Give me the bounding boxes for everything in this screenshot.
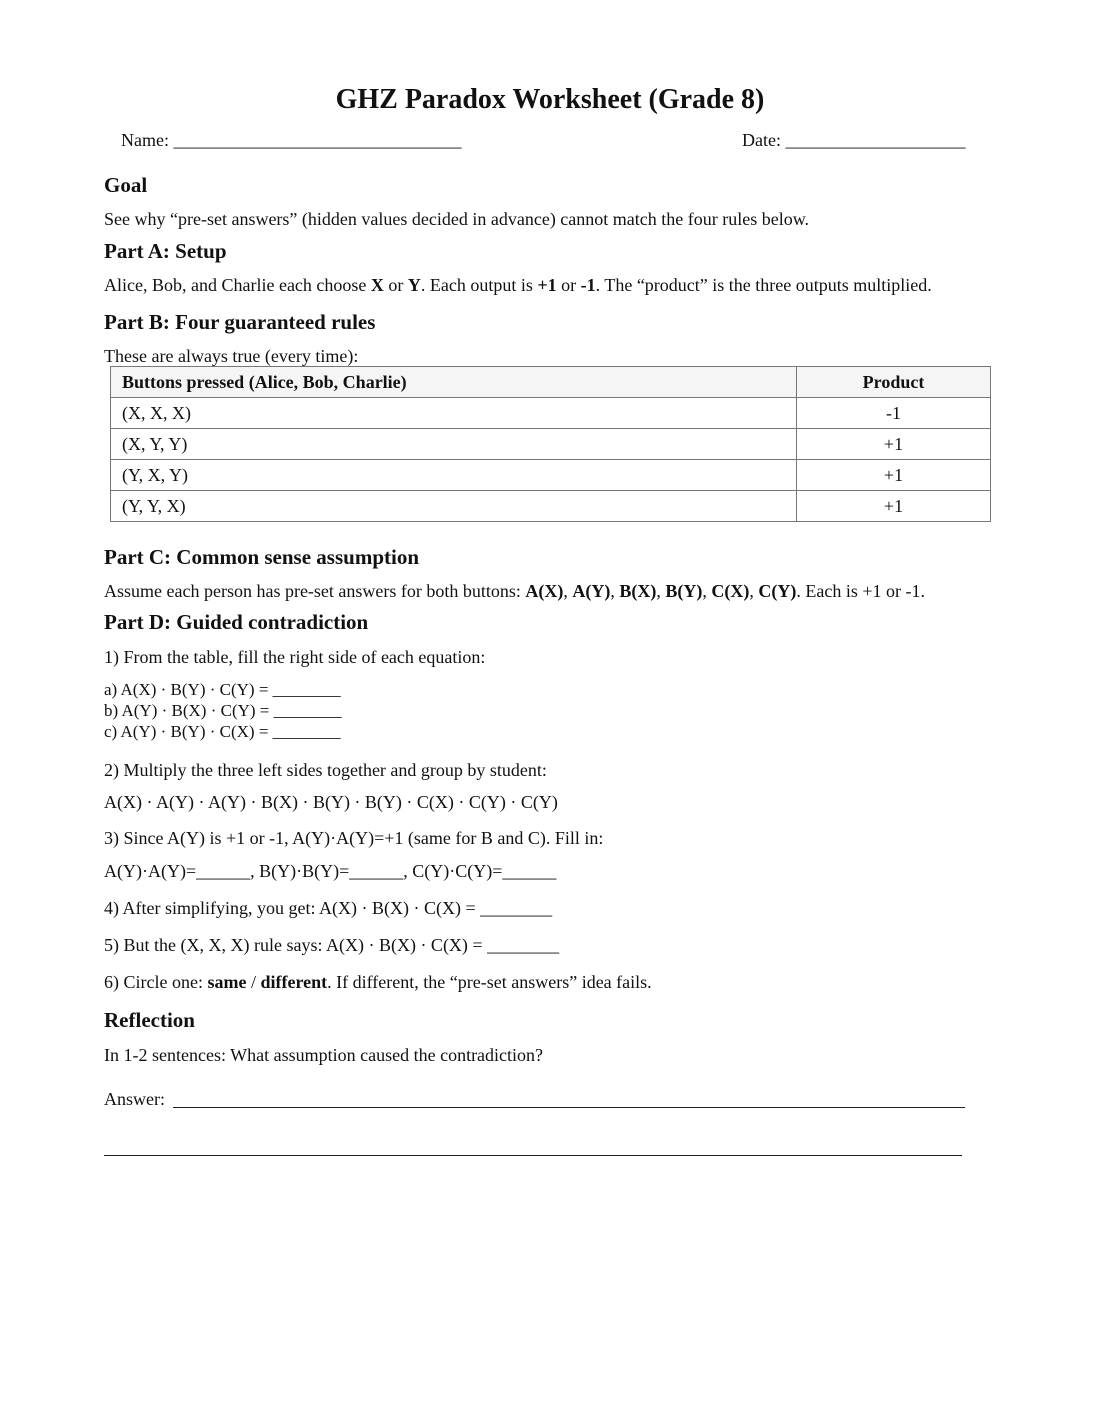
goal-text: See why “pre-set answers” (hidden values decided in advance) cannot match the four rules below.	[104, 209, 810, 229]
reflection-heading: Reflection	[104, 1008, 195, 1032]
product-cell: +1	[797, 491, 991, 522]
answer-line-1[interactable]	[173, 1107, 965, 1108]
option-different[interactable]: different	[260, 972, 328, 992]
question-2: 2) Multiply the three left sides together and group by student:	[104, 760, 547, 780]
part-d-heading: Part D: Guided contradiction	[104, 610, 369, 634]
question-5[interactable]: 5) But the (X, X, X) rule says: A(X) · B(X) · C(X) = ________	[104, 935, 560, 955]
product-cell: +1	[797, 429, 991, 460]
page-title: GHZ Paradox Worksheet (Grade 8)	[335, 84, 765, 115]
col-product-header: Product	[797, 367, 991, 398]
buttons-cell: (Y, Y, X)	[111, 491, 797, 522]
table-row	[111, 491, 991, 522]
part-a-heading: Part A: Setup	[104, 239, 227, 263]
part-c-heading: Part C: Common sense assumption	[104, 545, 419, 569]
name-field[interactable]: Name: ________________________________	[121, 130, 462, 150]
equation-b[interactable]: b) A(Y) · B(X) · C(Y) = ________	[104, 701, 342, 720]
table-header-row	[111, 367, 991, 398]
answer-line-2[interactable]	[104, 1155, 962, 1156]
table-row	[111, 460, 991, 491]
table-row	[111, 398, 991, 429]
buttons-cell: (Y, X, Y)	[111, 460, 797, 491]
part-b-heading: Part B: Four guaranteed rules	[104, 310, 376, 334]
question-2-expression: A(X) · A(Y) · A(Y) · B(X) · B(Y) · B(Y) · C(X) · C(Y) · C(Y)	[104, 792, 558, 812]
question-3-expression[interactable]: A(Y)·A(Y)=______, B(Y)·B(Y)=______, C(Y)·C(Y)=______	[104, 861, 557, 881]
part-c-text: Assume each person has pre-set answers for both buttons: A(X), A(Y), B(X), B(Y), C(X), C(Y). Each is +1 or -1.	[104, 581, 926, 601]
product-cell: +1	[797, 460, 991, 491]
product-cell: -1	[797, 398, 991, 429]
option-same[interactable]: same	[207, 972, 247, 992]
date-field[interactable]: Date: ____________________	[742, 130, 966, 150]
goal-heading: Goal	[104, 173, 148, 197]
question-4[interactable]: 4) After simplifying, you get: A(X) · B(X) · C(X) = ________	[104, 898, 553, 918]
part-b-intro: These are always true (every time):	[104, 346, 359, 366]
buttons-cell: (X, X, X)	[111, 398, 797, 429]
reflection-prompt: In 1-2 sentences: What assumption caused the contradiction?	[104, 1045, 544, 1065]
table-row	[111, 429, 991, 460]
equation-a[interactable]: a) A(X) · B(Y) · C(Y) = ________	[104, 680, 341, 699]
equation-c[interactable]: c) A(Y) · B(Y) · C(X) = ________	[104, 722, 341, 741]
rules-table	[110, 366, 991, 522]
answer-label: Answer:	[104, 1089, 165, 1109]
question-6: 6) Circle one: same / different. If different, the “pre-set answers” idea fails.	[104, 972, 652, 992]
question-1: 1) From the table, fill the right side of each equation:	[104, 647, 486, 667]
buttons-cell: (X, Y, Y)	[111, 429, 797, 460]
part-a-text: Alice, Bob, and Charlie each choose X or Y. Each output is +1 or -1. The “product” is the three outputs multiplied.	[104, 275, 932, 295]
col-buttons-header: Buttons pressed (Alice, Bob, Charlie)	[111, 367, 797, 398]
question-3: 3) Since A(Y) is +1 or -1, A(Y)·A(Y)=+1 (same for B and C). Fill in:	[104, 828, 604, 848]
